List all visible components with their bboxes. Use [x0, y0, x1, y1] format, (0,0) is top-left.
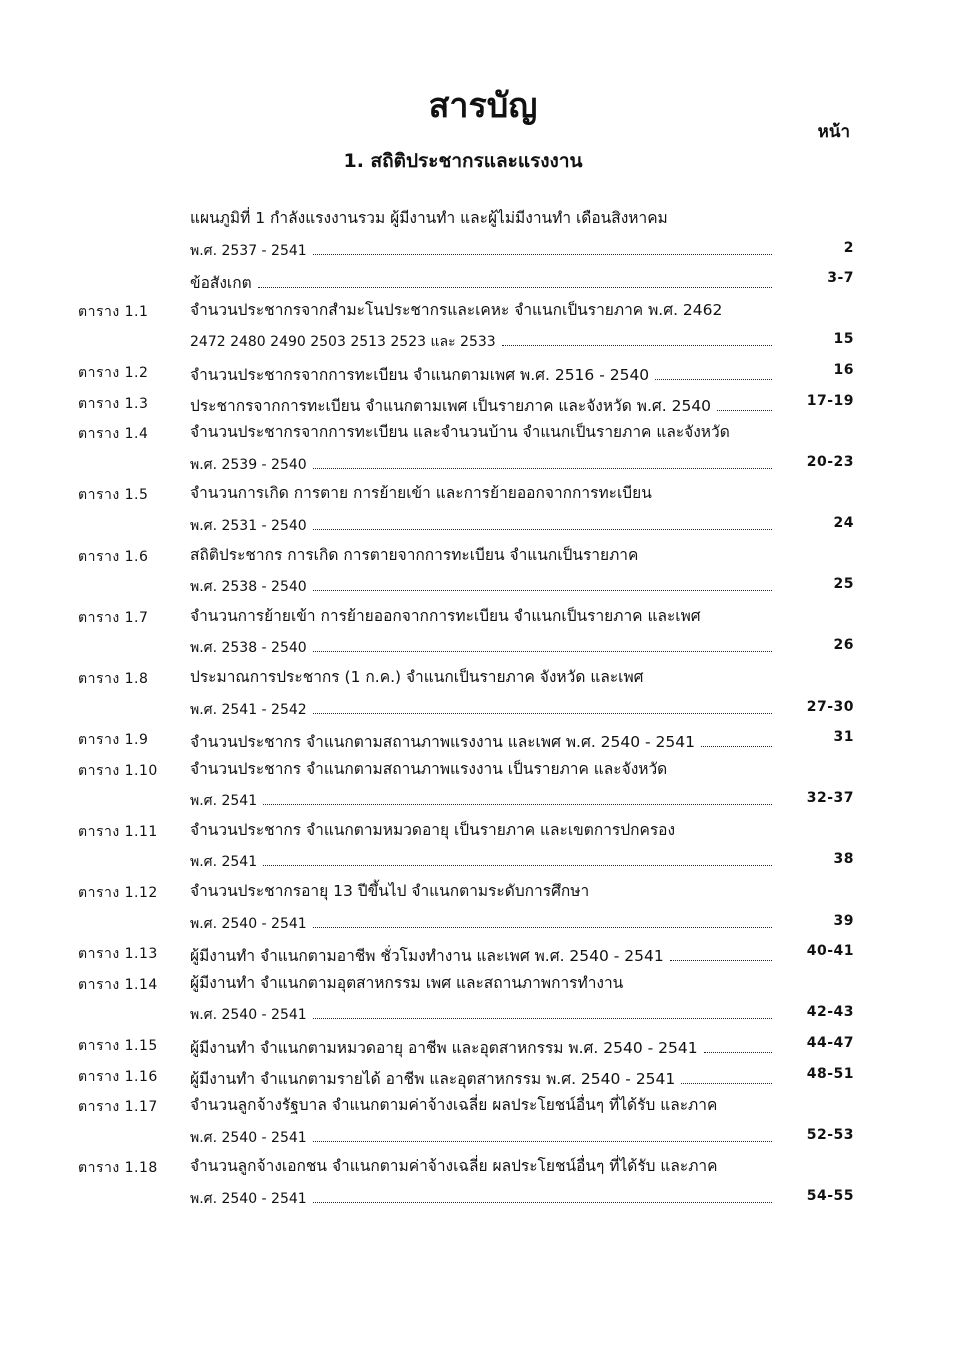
toc-entry-leader-line — [0, 1184, 966, 1215]
dot-leader — [313, 701, 772, 714]
toc-entry-title-cont: พ.ศ. 2538 - 2540 — [190, 640, 307, 657]
toc-entry-page-number: 39 — [833, 912, 854, 929]
toc-entry-title-cont: ผู้มีงานทำ จำแนกตามอาชีพ ชั่วโมงทำงาน และเพศ พ.ศ. 2540 - 2541 — [190, 947, 664, 966]
toc-entry-title-cont: 2472 2480 2490 2503 2513 2523 และ 2533 — [190, 334, 496, 351]
toc-entry[interactable] — [0, 266, 966, 297]
toc-entry[interactable] — [0, 725, 966, 756]
toc-entry-label: ตาราง 1.12 — [78, 885, 158, 902]
toc-entry-label: ตาราง 1.9 — [78, 732, 149, 749]
toc-entry-title-cont: พ.ศ. 2540 - 2541 — [190, 915, 307, 932]
toc-entry-continuation — [190, 454, 772, 476]
toc-entry-label: ตาราง 1.2 — [78, 364, 149, 381]
toc-entry-first-line — [0, 205, 966, 236]
toc-entry-first-line — [0, 542, 966, 573]
toc-entry-label: ตาราง 1.8 — [78, 670, 149, 687]
dot-leader — [717, 398, 772, 411]
toc-entry-title: จำนวนประชากรจากสำมะโนประชากรและเคหะ จำแนกเป็นรายภาค พ.ศ. 2462 — [190, 300, 723, 319]
toc-entry-title-cont: พ.ศ. 2540 - 2541 — [190, 1007, 307, 1024]
toc-entry-page-number: 40-41 — [806, 943, 854, 960]
toc-entry-label: ตาราง 1.5 — [78, 487, 149, 504]
toc-entry-label: ตาราง 1.14 — [78, 976, 158, 993]
toc-entry-first-line — [0, 756, 966, 787]
toc-entry-title-cont: ผู้มีงานทำ จำแนกตามหมวดอายุ อาชีพ และอุตสาหกรรม พ.ศ. 2540 - 2541 — [190, 1039, 698, 1058]
toc-entry-continuation — [190, 1127, 772, 1149]
toc-entry-leader-line — [0, 725, 966, 756]
toc-entry-title: จำนวนลูกจ้างรัฐบาล จำแนกตามค่าจ้างเฉลี่ย ผลประโยชน์อื่นๆ ที่ได้รับ และภาค — [190, 1096, 718, 1115]
toc-entry[interactable] — [0, 419, 966, 480]
toc-entry[interactable] — [0, 1031, 966, 1062]
toc-entry-first-line — [0, 603, 966, 634]
toc-entry-label: ตาราง 1.3 — [78, 395, 149, 412]
toc-entry-first-line — [0, 480, 966, 511]
toc-entry-title-cont: พ.ศ. 2541 - 2542 — [190, 701, 307, 718]
toc-entry-page-number: 20-23 — [806, 453, 854, 470]
toc-entry-page-number: 3-7 — [827, 270, 854, 287]
toc-entry-continuation — [190, 576, 772, 598]
toc-entry-leader-line — [0, 1123, 966, 1154]
toc-entry-leader-line — [0, 450, 966, 481]
page-title: สารบัญ — [428, 86, 538, 126]
toc-entry-title-cont: พ.ศ. 2538 - 2540 — [190, 579, 307, 596]
toc-entry-label: ตาราง 1.15 — [78, 1038, 158, 1055]
dot-leader — [681, 1071, 772, 1084]
toc-entry-leader-line — [0, 847, 966, 878]
toc-entry-continuation — [190, 729, 772, 754]
toc-entry-leader-line — [0, 1031, 966, 1062]
toc-entry-first-line — [0, 1153, 966, 1184]
toc-entry-continuation — [190, 943, 772, 968]
toc-entry-first-line — [0, 419, 966, 450]
toc-entry-page-number: 31 — [833, 729, 854, 746]
toc-entry-continuation — [190, 362, 772, 387]
toc-entry-leader-line — [0, 633, 966, 664]
toc-entry-title: สถิติประชากร การเกิด การตายจากการทะเบียน จำแนกเป็นรายภาค — [190, 545, 639, 564]
dot-leader — [313, 1190, 772, 1203]
toc-entry[interactable] — [0, 664, 966, 725]
toc-entry-page-number: 38 — [833, 851, 854, 868]
toc-entry-title-cont: ผู้มีงานทำ จำแนกตามรายได้ อาชีพ และอุตสาหกรรม พ.ศ. 2540 - 2541 — [190, 1069, 676, 1088]
dot-leader — [258, 275, 772, 288]
toc-entry-label: ตาราง 1.1 — [78, 303, 149, 320]
toc-entry-leader-line — [0, 266, 966, 297]
toc-entry[interactable] — [0, 756, 966, 817]
toc-entry-continuation — [190, 393, 772, 418]
toc-entry-continuation — [190, 913, 772, 935]
toc-entry[interactable] — [0, 389, 966, 420]
toc-entry-continuation — [190, 1004, 772, 1026]
toc-entry-title: จำนวนประชากร จำแนกตามสถานภาพแรงงาน เป็นรายภาค และจังหวัด — [190, 759, 668, 778]
toc-entry-page-number: 54-55 — [806, 1188, 854, 1204]
toc-entry-leader-line — [0, 786, 966, 817]
toc-entry-title-cont: พ.ศ. 2540 - 2541 — [190, 1191, 307, 1207]
dot-leader — [313, 242, 772, 255]
toc-entry-continuation — [190, 515, 772, 537]
toc-entry-continuation — [190, 240, 772, 262]
toc-entry-first-line — [0, 297, 966, 328]
dot-leader — [313, 1006, 772, 1019]
toc-entry-leader-line — [0, 939, 966, 970]
toc-entry-label: ตาราง 1.16 — [78, 1068, 158, 1085]
toc-entry-leader-line — [0, 695, 966, 726]
toc-entry-first-line — [0, 1092, 966, 1123]
toc-entry-leader-line — [0, 1062, 966, 1093]
toc-entry-title-cont: พ.ศ. 2531 - 2540 — [190, 517, 307, 534]
toc-entry-page-number: 42-43 — [806, 1004, 854, 1021]
toc-entry-title: ประมาณการประชากร (1 ก.ค.) จำแนกเป็นรายภาค จังหวัด และเพศ — [190, 667, 644, 686]
toc-entry[interactable] — [0, 542, 966, 603]
toc-entry-title: จำนวนประชากรจากการทะเบียน และจำนวนบ้าน จำแนกเป็นรายภาค และจังหวัด — [190, 423, 730, 442]
toc-entry-leader-line — [0, 511, 966, 542]
toc-entry[interactable] — [0, 358, 966, 389]
toc-entry-title-cont: จำนวนประชากร จำแนกตามสถานภาพแรงงาน และเพศ พ.ศ. 2540 - 2541 — [190, 733, 696, 752]
toc-entry[interactable] — [0, 970, 966, 1031]
toc-entry-leader-line — [0, 1000, 966, 1031]
toc-entry-page-number: 27-30 — [806, 698, 854, 715]
toc-entry-continuation — [190, 1066, 772, 1091]
toc-entry-leader-line — [0, 572, 966, 603]
toc-entry[interactable] — [0, 603, 966, 664]
toc-entry-leader-line — [0, 236, 966, 267]
toc-entry-page-number: 16 — [833, 361, 854, 378]
dot-leader — [655, 367, 772, 380]
toc-entry-title: ผู้มีงานทำ จำแนกตามอุตสาหกรรม เพศ และสถานภาพการทำงาน — [190, 973, 624, 992]
toc-entry[interactable] — [0, 1062, 966, 1093]
toc-entry-continuation — [190, 1188, 772, 1210]
dot-leader — [313, 639, 772, 652]
toc-entry-title-cont: ประชากรจากการทะเบียน จำแนกตามเพศ เป็นรายภาค และจังหวัด พ.ศ. 2540 — [190, 396, 712, 415]
toc-entry-title: จำนวนการเกิด การตาย การย้ายเข้า และการย้ายออกจากการทะเบียน — [190, 484, 652, 503]
dot-leader — [670, 948, 772, 961]
toc-entry-leader-line — [0, 389, 966, 420]
toc-entry-label: ตาราง 1.10 — [78, 762, 158, 779]
toc-entry-first-line — [0, 664, 966, 695]
toc-entry[interactable] — [0, 1092, 966, 1153]
toc-entry-leader-line — [0, 358, 966, 389]
toc-entry-label: ตาราง 1.18 — [78, 1160, 158, 1177]
toc-entry[interactable] — [0, 480, 966, 541]
dot-leader — [263, 792, 772, 805]
toc-entry-first-line — [0, 878, 966, 909]
table-of-contents — [0, 205, 966, 1215]
dot-leader — [313, 456, 772, 469]
toc-entry-title-cont: พ.ศ. 2539 - 2540 — [190, 456, 307, 473]
toc-entry-title: จำนวนการย้ายเข้า การย้ายออกจากการทะเบียน จำแนกเป็นรายภาค และเพศ — [190, 606, 701, 625]
toc-entry-page-number: 25 — [833, 576, 854, 593]
toc-entry[interactable] — [0, 939, 966, 970]
toc-entry-continuation — [190, 851, 772, 873]
toc-entry-page-number: 24 — [833, 514, 854, 531]
toc-entry-label: ตาราง 1.17 — [78, 1099, 158, 1116]
toc-entry-continuation — [190, 699, 772, 721]
toc-entry[interactable] — [0, 1153, 966, 1214]
toc-entry[interactable] — [0, 878, 966, 939]
dot-leader — [701, 734, 772, 747]
dot-leader — [313, 1129, 772, 1142]
page-column-header: หน้า — [817, 122, 850, 142]
toc-entry-title: จำนวนประชากร จำแนกตามหมวดอายุ เป็นรายภาค และเขตการปกครอง — [190, 820, 676, 839]
toc-entry-page-number: 44-47 — [806, 1035, 854, 1052]
toc-entry-continuation — [190, 1035, 772, 1060]
dot-leader — [313, 915, 772, 928]
toc-entry-first-line — [0, 817, 966, 848]
dot-leader — [263, 853, 772, 866]
toc-entry[interactable] — [0, 297, 966, 358]
toc-entry-continuation — [190, 790, 772, 812]
toc-entry-label: ตาราง 1.7 — [78, 609, 149, 626]
toc-entry-page-number: 32-37 — [806, 790, 854, 807]
toc-entry-title-cont: พ.ศ. 2537 - 2541 — [190, 242, 307, 259]
toc-entry-page-number: 52-53 — [806, 1126, 854, 1143]
toc-entry-page-number: 2 — [843, 239, 854, 256]
toc-entry-label: ตาราง 1.4 — [78, 426, 149, 443]
toc-entry-page-number: 17-19 — [806, 392, 854, 409]
toc-entry-leader-line — [0, 909, 966, 940]
toc-entry-label: ตาราง 1.11 — [78, 823, 158, 840]
dot-leader — [704, 1040, 772, 1053]
dot-leader — [313, 578, 772, 591]
toc-entry-continuation — [190, 270, 772, 295]
toc-entry-page-number: 15 — [833, 331, 854, 348]
toc-entry-page-number: 48-51 — [806, 1065, 854, 1082]
toc-entry-title-cont: พ.ศ. 2541 — [190, 793, 258, 810]
toc-entry-continuation — [190, 331, 772, 353]
toc-entry-leader-line — [0, 327, 966, 358]
toc-entry-label: ตาราง 1.6 — [78, 548, 149, 565]
toc-entry-title-cont: พ.ศ. 2541 — [190, 854, 258, 871]
toc-entry[interactable] — [0, 205, 966, 266]
toc-entry[interactable] — [0, 817, 966, 878]
toc-entry-title: จำนวนประชากรอายุ 13 ปีขึ้นไป จำแนกตามระดับการศึกษา — [190, 882, 590, 901]
toc-entry-first-line — [0, 970, 966, 1001]
dot-leader — [502, 333, 772, 346]
toc-entry-title-cont: พ.ศ. 2540 - 2541 — [190, 1129, 307, 1146]
toc-entry-page-number: 26 — [833, 637, 854, 654]
toc-entry-title-cont: จำนวนประชากรจากการทะเบียน จำแนกตามเพศ พ.ศ. 2516 - 2540 — [190, 365, 650, 384]
toc-entry-title-cont: ข้อสังเกต — [190, 274, 252, 293]
toc-entry-title: จำนวนลูกจ้างเอกชน จำแนกตามค่าจ้างเฉลี่ย ผลประโยชน์อื่นๆ ที่ได้รับ และภาค — [190, 1157, 718, 1176]
toc-entry-label: ตาราง 1.13 — [78, 946, 158, 963]
dot-leader — [313, 517, 772, 530]
toc-entry-continuation — [190, 637, 772, 659]
section-title: 1. สถิติประชากรและแรงงาน — [343, 150, 583, 172]
toc-entry-title: แผนภูมิที่ 1 กำลังแรงงานรวม ผู้มีงานทำ และผู้ไม่มีงานทำ เดือนสิงหาคม — [190, 209, 668, 227]
